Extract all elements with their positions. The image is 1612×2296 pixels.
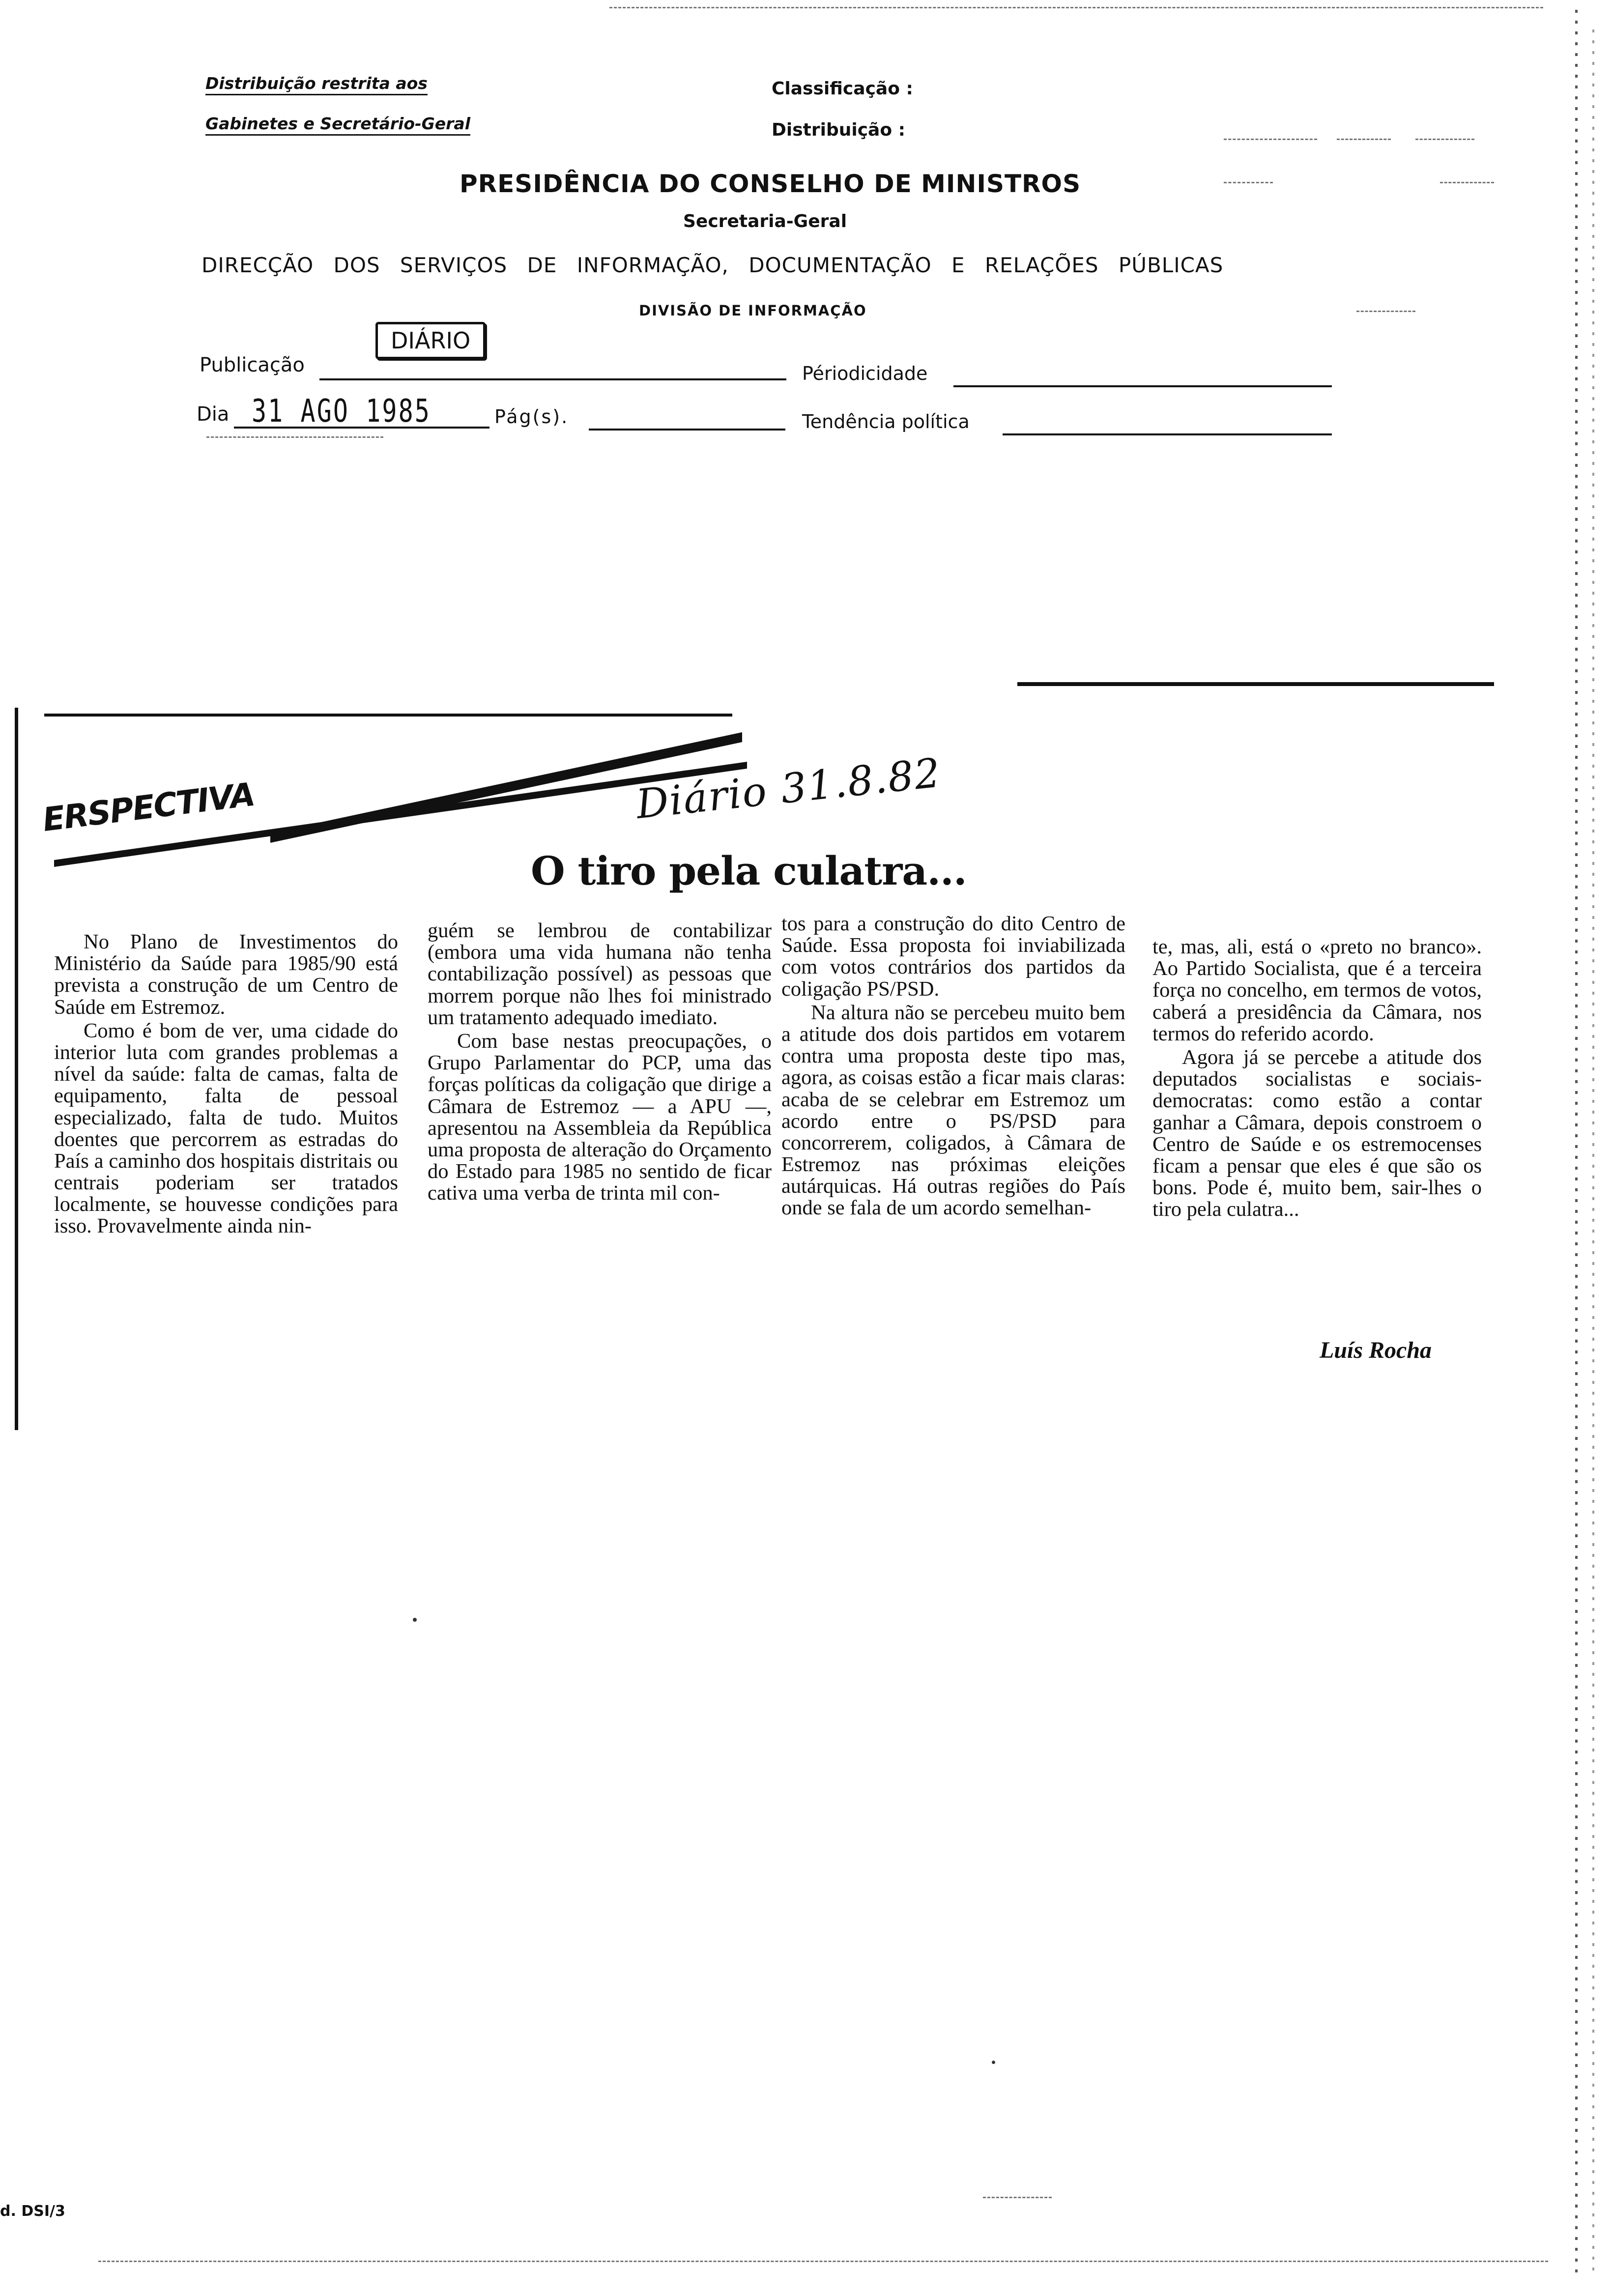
pages-label: Pág(s). — [494, 406, 569, 428]
rubric-label: ERSPECTIVA — [40, 775, 257, 839]
column-2-paragraph: guém se lembrou de contabilizar (embora uma vida humana não tenha contabilização possível) as pessoas que morrem porque não lhes foi ministrado um tratamento adequado imediato. — [428, 919, 772, 1029]
classification-label: Classificação : — [772, 79, 913, 99]
top-rule — [1017, 682, 1494, 686]
scan-mark — [1224, 139, 1317, 140]
pages-fill-line — [589, 429, 785, 430]
scan-top-noise — [609, 7, 1543, 8]
publication-label: Publicação — [200, 354, 305, 376]
form-code: d. DSI/3 — [0, 2203, 65, 2220]
publication-fill-line — [319, 378, 786, 380]
scan-mark — [1415, 139, 1474, 140]
top-rule-left — [44, 714, 732, 717]
article-column-2 — [428, 920, 772, 1204]
periodicity-fill-line — [953, 385, 1332, 387]
column-2-paragraph: Com base nestas preocupações, o Grupo Parlamentar do PCP, uma das forças políticas da coligação que dirige a Câmara de Estremoz — a APU —, apresentou na Assembleia da República uma proposta de alteração do Orçamento do Estado para 1985 no sentido de ficar cativa uma verba de trinta mil con- — [428, 1029, 772, 1205]
scan-mark — [1337, 139, 1391, 140]
scan-mark — [1356, 311, 1415, 312]
distribution-note-line-2: Gabinetes e Secretário-Geral — [205, 114, 470, 136]
handwritten-date-note: Diário 31.8.82 — [634, 749, 944, 828]
tendency-fill-line — [1003, 433, 1332, 435]
document-title: PRESIDÊNCIA DO CONSELHO DE MINISTROS — [460, 170, 1081, 198]
publication-stamp: DIÁRIO — [375, 322, 486, 359]
tendency-label: Tendência política — [802, 411, 970, 432]
periodicity-label: Périodicidade — [802, 363, 928, 384]
article-column-4 — [1152, 936, 1482, 1220]
scan-mark — [206, 436, 383, 438]
clipping-left-edge — [15, 708, 18, 1430]
distribution-note-line-1: Distribuição restrita aos — [205, 74, 428, 95]
column-3-paragraph: Na altura não se percebeu muito bem a atitude dos dois partidos em votarem contra uma proposta deste tipo mas, agora, as coisas estão a ficar mais claras: acaba de se celebrar em Estremoz um acordo entre o PS/PSD para concorrerem, coligados, à Câmara de Estremoz nas próximas eleições autárquicas. Há outras regiões do País onde se fala de um acordo semelhan- — [781, 1001, 1125, 1220]
column-3-paragraph: tos para a construção do dito Centro de Saúde. Essa proposta foi inviabilizada com votos contrários dos partidos da coligação PS/PSD. — [781, 912, 1125, 1001]
scan-mark — [983, 2197, 1052, 2198]
article-byline: Luís Rocha — [1320, 1337, 1432, 1363]
article-column-1 — [54, 931, 398, 1237]
scan-dot — [992, 2061, 995, 2064]
scan-edge-noise — [1575, 10, 1578, 2280]
division-line: DIVISÃO DE INFORMAÇÃO — [639, 302, 867, 319]
scan-bottom-noise — [98, 2261, 1548, 2262]
day-fill-line — [234, 427, 489, 429]
scan-mark — [1224, 182, 1273, 183]
article-column-3 — [781, 913, 1125, 1219]
day-label: Dia — [197, 403, 230, 426]
scan-dot — [413, 1618, 417, 1622]
column-4-paragraph: te, mas, ali, está o «preto no branco». Ao Partido Socialista, que é a terceira força no concelho, em termos de votos, caberá a presidência da Câmara, nos termos do referido acordo. — [1152, 935, 1482, 1045]
column-4-paragraph: Agora já se percebe a atitude dos deputados socialistas e sociais-democratas: como estão a contar ganhar a Câmara, depois constroem o Centro de Saúde e os estremocenses ficam a pensar que eles é que são os bons. Pode é, muito bem, sair-lhes o tiro pela culatra... — [1152, 1045, 1482, 1221]
distribution-label: Distribuição : — [772, 120, 905, 140]
scan-mark — [1440, 182, 1494, 183]
document-subtitle: Secretaria-Geral — [683, 211, 847, 231]
column-1-paragraph: No Plano de Investimentos do Ministério da Saúde para 1985/90 está prevista a construção de um Centro de Saúde em Estremoz. — [54, 930, 398, 1019]
article-headline: O tiro pela culatra... — [531, 848, 967, 894]
column-1-paragraph: Como é bom de ver, uma cidade do interior luta com grandes problemas a nível da saúde: falta de camas, falta de equipamento, falta de pessoal especializado, falta de tudo. Muitos doentes que percorrem as estradas do País a caminho dos hospitais distritais ou centrais poderiam ser tratados localmente, se houvesse condições para isso. Provavelmente ainda nin- — [54, 1019, 398, 1238]
scan-edge-noise — [1592, 29, 1594, 2270]
directorate-line: DIRECÇÃO DOS SERVIÇOS DE INFORMAÇÃO, DOCUMENTAÇÃO E RELAÇÕES PÚBLICAS — [202, 253, 1224, 277]
day-stamp: 31 AGO 1985 — [252, 393, 431, 430]
